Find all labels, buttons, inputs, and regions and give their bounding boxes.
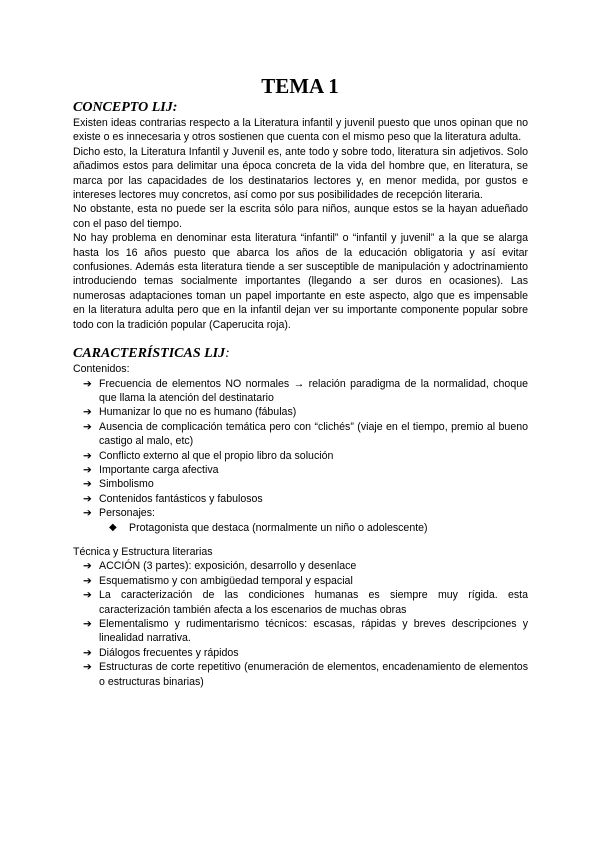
personajes-sublist [99, 521, 528, 535]
right-arrow-icon: ➔ [83, 661, 92, 674]
sublist-item-text: Protagonista que destaca (normalmente un niño o adolescente) [129, 521, 428, 534]
list-item [73, 559, 528, 573]
page-title: TEMA 1 [261, 74, 339, 98]
list-item [73, 405, 528, 419]
list-item-text: Elementalismo y rudimentarismo técnicos: escasas, rápidas y breves descripciones y linealidad narrativa. [99, 618, 528, 645]
document-body [73, 100, 528, 689]
right-arrow-icon: ➔ [83, 507, 92, 520]
right-arrow-icon: ➔ [83, 589, 92, 602]
list-item-text: Simbolismo [99, 478, 154, 491]
right-arrow-icon: ➔ [83, 449, 92, 462]
list-item-text: Personajes: [99, 507, 155, 520]
list-item-text: Conflicto externo al que el propio libro da solución [99, 449, 334, 462]
list-item [73, 574, 528, 588]
list-item [73, 449, 528, 463]
right-arrow-icon: ➔ [83, 492, 92, 505]
right-arrow-icon: ➔ [83, 463, 92, 476]
list-item-text: Humanizar lo que no es humano (fábulas) [99, 406, 297, 419]
right-arrow-icon: ➔ [83, 377, 92, 390]
section-heading-concepto: CONCEPTO LIJ: [73, 100, 178, 115]
section-heading-caracteristicas [73, 346, 528, 362]
list-item-text: Importante carga afectiva [99, 463, 219, 476]
heading-text: CARACTERÍSTICAS LIJ [73, 346, 226, 362]
paragraph: No hay problema en denominar esta literatura “infantil” o “infantil y juvenil” a la que se alarga hasta los 16 años puesto que abarca los años de la educación obligatoria y así evitar confusiones. Además esta literatura tiende a ser susceptible de manipulación y adoctrinamiento introduciendo temas socialmente importantes (llegando a ser duros en ocasiones). Las numerosas adaptaciones toman un papel importante en este aspecto, algo que es impensable en la literatura adulta pero que en la infantil dejan ver su importante componente popular sobre todo con la tradición popular (Caperucita roja). [73, 232, 528, 331]
list-label-contenidos: Contenidos: [73, 363, 130, 376]
paragraph: Existen ideas contrarias respecto a la Literatura infantil y juvenil puesto que unos opinan que no existe o es innecesaria y otros sostienen que cuenta con el mismo peso que la literatura adulta. [73, 117, 528, 144]
list-item-text: Ausencia de complicación temática pero con “clichés” (viaje en el tiempo, premio al bueno castigo al malo, etc) [99, 420, 528, 448]
paragraph: No obstante, esta no puede ser la escrita sólo para niños, aunque estos se la hayan adueñado con el paso del tiempo. [73, 203, 528, 230]
list-item-text: La caracterización de las condiciones humanas es siempre muy rígida. esta caracterización también afecta a los escenarios de muchas obras [99, 589, 528, 616]
list-item-text: ACCIÓN (3 partes): exposición, desarrollo y desenlace [99, 560, 357, 573]
list-item [73, 617, 528, 646]
right-arrow-icon: ➔ [83, 406, 92, 419]
right-arrow-icon: ➔ [83, 560, 92, 573]
list-item [73, 660, 528, 689]
list-item-text: Diálogos frecuentes y rápidos [99, 646, 239, 659]
list-item [73, 477, 528, 491]
tecnica-list [73, 559, 528, 689]
contenidos-list [73, 377, 528, 521]
list-item [73, 492, 528, 506]
right-arrow-icon: ➔ [83, 478, 92, 491]
list-item [73, 646, 528, 660]
list-item-text: Estructuras de corte repetitivo (enumeración de elementos, encadenamiento de elementos o estructuras binarias) [99, 661, 528, 688]
right-arrow-icon: ➔ [83, 574, 92, 587]
list-item [73, 463, 528, 477]
list-item [73, 420, 528, 449]
list-item [73, 506, 528, 520]
right-arrow-icon: ➔ [83, 618, 92, 630]
list-item-text: Contenidos fantásticos y fabulosos [99, 492, 263, 505]
sublist-item [99, 521, 528, 535]
list-item-text: Frecuencia de elementos NO normales → relación paradigma de la normalidad, choque que llama la atención del destinatario [99, 377, 528, 404]
paragraph: Dicho esto, la Literatura Infantil y Juvenil es, ante todo y sobre todo, literatura sin adjetivos. Solo añadimos estos para delimitar una época concreta de la vida del hombre que, en literatura, se marca por las capacidades de los destinatarios lectores y, en menor medida, por gustos e intereses lectores muy concretos, así como por sus posibilidades de recepción literaria. [73, 145, 528, 202]
list-item [73, 377, 528, 406]
list-item [73, 588, 528, 617]
list-item-text: Esquematismo y con ambigüedad temporal y espacial [99, 574, 353, 587]
right-arrow-icon: ➔ [83, 646, 92, 659]
heading-colon: : [225, 346, 230, 362]
right-arrow-icon: ➔ [83, 420, 92, 433]
list-label-tecnica: Técnica y Estructura literarias [73, 545, 213, 558]
diamond-icon: ◆ [109, 521, 117, 533]
